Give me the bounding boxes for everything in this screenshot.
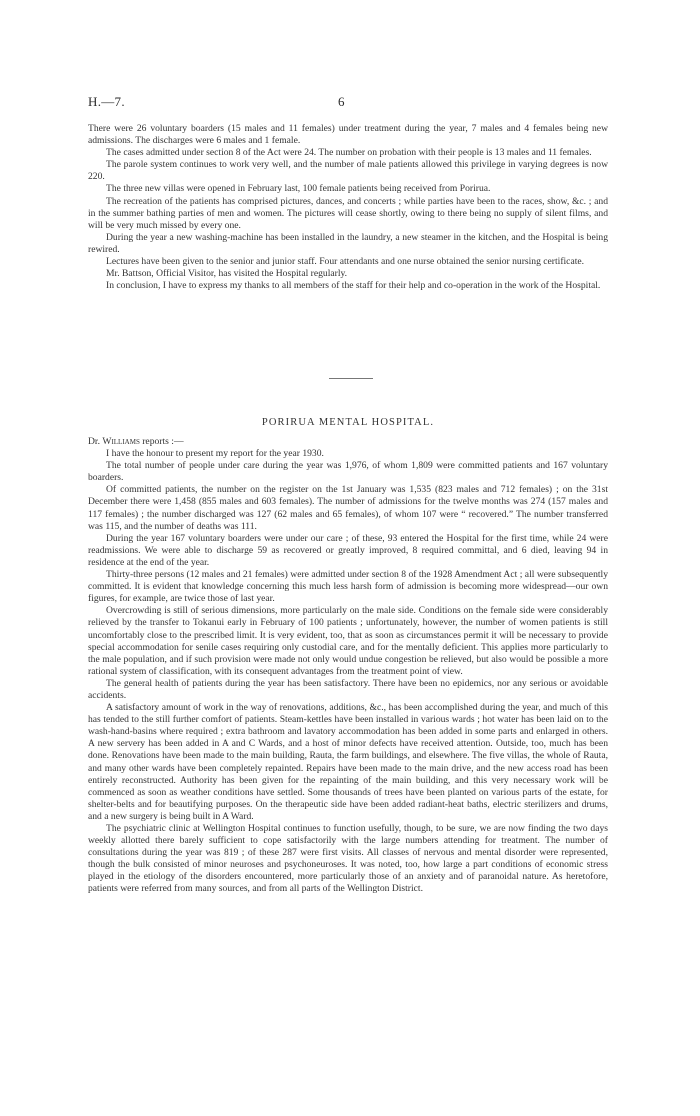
page-header [88, 94, 608, 112]
paragraph: The recreation of the patients has comprised pictures, dances, and concerts ; while parties have been to the races, show, &c. ; and in the summer bathing parties of men and women. The pictures will cease shortly, owing to there being no supply of silent films, and will be very much missed by every one. [88, 195, 608, 231]
paragraph: The parole system continues to work very well, and the number of male patients allowed this privilege in varying degrees is now 220. [88, 159, 608, 183]
reporter-name: Williams [102, 436, 140, 447]
reporter-line [88, 436, 608, 448]
paragraph: Overcrowding is still of serious dimensions, more particularly on the male side. Conditions on the female side were considerably relieved by the transfer to Tokanui early in February of 100 patients ; unfortunately, however, the number of women patients is still uncomfortably close to the prescribed limit. It is very evident, too, that as soon as circumstances permit it will be necessary to provide special accommodation for senile cases requiring only custodial care, and for the mentally deficient. This applies more particularly to the male population, and if such provision were made not only would undue congestion be relieved, but also would be possible a more rational system of classification, with its consequent advantages from the treatment point of view. [88, 605, 608, 677]
paragraph: Thirty-three persons (12 males and 21 females) were admitted under section 8 of the 1928 Amendment Act ; all were subsequently committed. It is evident that knowledge concerning this much less harsh form of admission is becoming more widespread—our own figures, for example, are twice those of last year. [88, 569, 608, 605]
reporter-prefix: Dr. [88, 436, 103, 447]
paragraph: The cases admitted under section 8 of the Act were 24. The number on probation with their people is 13 males and 11 females. [106, 147, 592, 159]
porirua-report-body [88, 436, 608, 896]
section-divider [329, 378, 373, 379]
reporter-suffix: reports :— [139, 436, 184, 447]
paragraph: The psychiatric clinic at Wellington Hospital continues to function usefully, though, to be sure, we are now finding the two days weekly allotted there barely sufficient to cope satisfactorily with the large numbers attending for treatment. The number of consultations during the year was 819 ; of these 287 were first visits. All classes of nervous and mental disorder were represented, though the bulk consisted of minor neuroses and psychoneuroses. It was noted, too, how large a part conditions of economic stress played in the etiology of the disorders encountered, more particularly those of an anxiety and of paranoidal nature. As heretofore, patients were referred from many sources, and from all parts of the Wellington District. [88, 823, 608, 895]
page-number: 6 [338, 94, 345, 109]
paragraph: The general health of patients during the year has been satisfactory. There have been no epidemics, nor any serious or avoidable accidents. [88, 677, 608, 701]
paragraph: In conclusion, I have to express my thanks to all members of the staff for their help and co-operation in the work of the Hospital. [106, 280, 601, 292]
previous-hospital-report-continuation [88, 123, 608, 292]
paragraph: I have the honour to present my report for the year 1930. [106, 448, 324, 460]
paragraph: Lectures have been given to the senior and junior staff. Four attendants and one nurse obtained the senior nursing certificate. [106, 256, 585, 268]
paragraph: During the year a new washing-machine has been installed in the laundry, a new steamer in the kitchen, and the Hospital is being rewired. [88, 231, 608, 255]
paragraph: There were 26 voluntary boarders (15 males and 11 females) under treatment during the year, 7 males and 4 females being new admissions. The discharges were 6 males and 1 female. [88, 123, 608, 147]
paragraph: The three new villas were opened in February last, 100 female patients being received from Porirua. [106, 183, 491, 195]
paragraph: Of committed patients, the number on the register on the 1st January was 1,535 (823 males and 712 females) ; on the 31st December there were 1,458 (855 males and 603 females). The number of admissions for the twelve months was 274 (157 males and 117 females) ; the number discharged was 127 (62 males and 65 females), of whom 107 were “ recovered.” The number transferred was 115, and the number of deaths was 111. [88, 484, 608, 532]
section-title: PORIRUA MENTAL HOSPITAL. [261, 417, 435, 428]
paragraph: The total number of people under care during the year was 1,976, of whom 1,809 were committed patients and 167 voluntary boarders. [88, 460, 608, 484]
paragraph: Mr. Battson, Official Visitor, has visited the Hospital regularly. [106, 268, 348, 280]
paragraph: A satisfactory amount of work in the way of renovations, additions, &c., has been accomplished during the year, and much of this has tended to the still further comfort of patients. Steam-kettles have been installed in various wards ; hot water has been laid on to the wash-hand-basins where required ; extra bathroom and lavatory accommodation has been added in some parts and enlarged in others. A new servery has been added in A and C Wards, and a host of minor defects have received attention. Outside, too, much has been done. Renovations have been made to the main building, Rauta, the farm buildings, and elsewhere. The five villas, the whole of Rauta, and many other wards have been completely repainted. Repairs have been made to the main drive, and the new access road has been entirely reconstructed. Authority has been given for the repainting of the main building, and this very necessary work will be commenced as soon as weather conditions have settled. Some thousands of trees have been planted on various parts of the estate, for shelter-belts and for beautifying purposes. On the therapeutic side have been added radiant-heat baths, electric sterilizers and drums, and a new surgery is being built in A Ward. [88, 702, 608, 822]
paragraph: During the year 167 voluntary boarders were under our care ; of these, 93 entered the Hospital for the first time, while 24 were readmissions. We were able to discharge 59 as recovered or greatly improved, 8 required committal, and 6 died, leaving 94 in residence at the end of the year. [88, 532, 608, 568]
report-reference: H.—7. [88, 94, 125, 109]
